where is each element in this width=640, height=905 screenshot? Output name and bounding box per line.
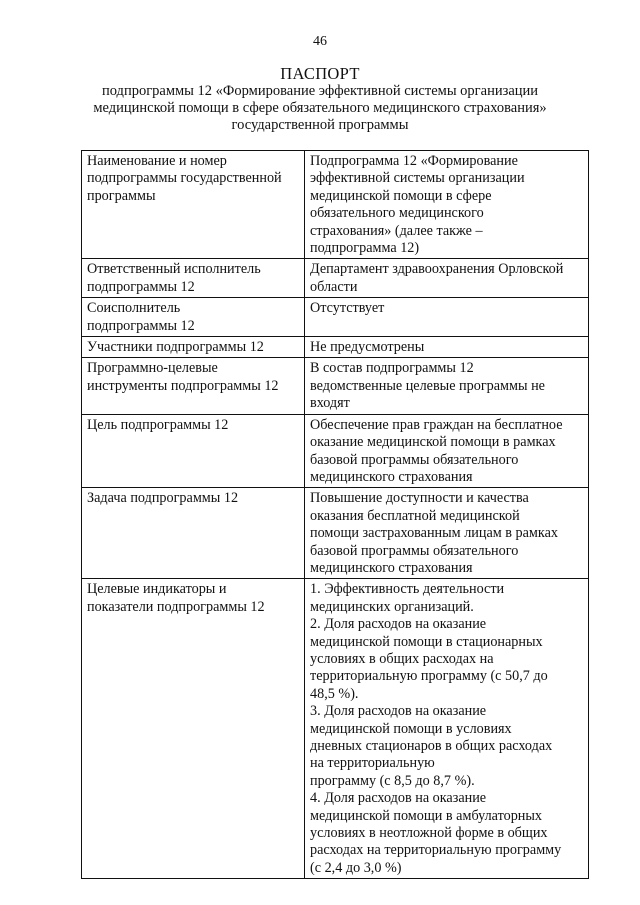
table-row xyxy=(82,579,589,879)
row-label-line: Ответственный исполнитель xyxy=(87,261,261,278)
row-value-cell xyxy=(305,259,589,298)
row-value-cell xyxy=(305,151,589,259)
row-value-line: оказания бесплатной медицинской xyxy=(310,507,520,524)
row-value-line: на территориальную xyxy=(310,755,435,772)
row-label-line: показатели подпрограммы 12 xyxy=(87,598,265,615)
row-value-cell xyxy=(305,414,589,488)
subtitle-line: подпрограммы 12 «Формирование эффективной системы организации xyxy=(101,83,539,99)
row-label-line: подпрограммы 12 xyxy=(87,317,195,334)
row-label-cell xyxy=(82,151,305,259)
row-value-cell xyxy=(305,358,589,414)
row-label-cell xyxy=(82,488,305,579)
row-label-cell xyxy=(82,298,305,337)
row-value-line: 4. Доля расходов на оказание xyxy=(310,790,487,807)
row-value-line: медицинской помощи в амбулаторных xyxy=(310,807,543,824)
row-value-line: области xyxy=(310,278,358,295)
row-label-cell xyxy=(82,337,305,358)
row-value-line: Подпрограмма 12 «Формирование xyxy=(310,153,518,169)
row-value-cell xyxy=(305,337,589,358)
row-value-line: медицинского страхования xyxy=(310,468,473,485)
row-value-line: оказание медицинской помощи в рамках xyxy=(310,434,556,451)
row-value-line: эффективной системы организации xyxy=(310,170,525,187)
table-row xyxy=(82,488,589,579)
row-value-line: страхования» (далее также – xyxy=(310,222,483,239)
row-value-line: (с 2,4 до 3,0 %) xyxy=(310,859,402,876)
row-value-line: Отсутствует xyxy=(310,300,385,317)
row-label-cell xyxy=(82,259,305,298)
document-subtitle xyxy=(60,83,580,134)
row-label-cell xyxy=(82,358,305,414)
row-label-line: подпрограммы государственной xyxy=(87,170,282,187)
passport-table xyxy=(81,150,589,879)
row-value-cell xyxy=(305,579,589,879)
row-value-line: базовой программы обязательного xyxy=(310,542,519,559)
row-value-line: Департамент здравоохранения Орловской xyxy=(310,261,564,278)
row-label-line: подпрограммы 12 xyxy=(87,278,195,295)
row-value-line: базовой программы обязательного xyxy=(310,451,519,468)
row-label-line: Участники подпрограммы 12 xyxy=(87,339,264,356)
row-label-line: Задача подпрограммы 12 xyxy=(87,490,239,507)
row-value-line: ведомственные целевые программы не xyxy=(310,377,545,394)
table-row xyxy=(82,358,589,414)
row-label-line: инструменты подпрограммы 12 xyxy=(87,377,279,394)
row-value-line: условиях в общих расходах на xyxy=(310,650,494,667)
row-value-line: 2. Доля расходов на оказание xyxy=(310,616,487,633)
subtitle-line: медицинской помощи в сфере обязательного медицинского страхования» xyxy=(93,100,547,116)
row-label-line: Программно-целевые xyxy=(87,360,218,377)
row-value-line: Повышение доступности и качества xyxy=(310,490,529,507)
row-value-line: входят xyxy=(310,395,350,412)
row-label-line: Соисполнитель xyxy=(87,300,181,317)
page-number: 46 xyxy=(313,34,327,49)
document-title: ПАСПОРТ xyxy=(280,64,360,83)
row-value-line: расходах на территориальную программу xyxy=(310,842,562,859)
row-label-cell xyxy=(82,414,305,488)
row-value-line: обязательного медицинского xyxy=(310,205,484,222)
row-label-line: Цель подпрограммы 12 xyxy=(87,416,229,433)
table-row xyxy=(82,414,589,488)
row-value-line: Не предусмотрены xyxy=(310,339,425,356)
row-value-line: медицинского страхования xyxy=(310,559,473,576)
row-value-line: помощи застрахованным лицам в рамках xyxy=(310,525,558,542)
table-row xyxy=(82,337,589,358)
row-value-line: медицинских организаций. xyxy=(310,598,474,615)
row-value-line: В состав подпрограммы 12 xyxy=(310,360,474,377)
row-value-line: медицинской помощи в сфере xyxy=(310,187,492,204)
table-row xyxy=(82,151,589,259)
row-label-line: программы xyxy=(87,187,156,204)
row-value-cell xyxy=(305,298,589,337)
table-row xyxy=(82,298,589,337)
row-value-line: 3. Доля расходов на оказание xyxy=(310,703,487,720)
row-value-line: дневных стационаров в общих расходах xyxy=(310,738,553,754)
row-label-line: Наименование и номер xyxy=(87,153,227,169)
row-value-cell xyxy=(305,488,589,579)
row-label-line: Целевые индикаторы и xyxy=(87,581,227,598)
row-value-line: Обеспечение прав граждан на бесплатное xyxy=(310,416,563,433)
subtitle-line: государственной программы xyxy=(231,117,409,133)
row-value-line: подпрограмма 12) xyxy=(310,240,420,257)
row-value-line: 1. Эффективность деятельности xyxy=(310,581,505,598)
row-value-line: условиях в неотложной форме в общих xyxy=(310,825,548,842)
table-row xyxy=(82,259,589,298)
row-value-line: медицинской помощи в стационарных xyxy=(310,633,543,650)
row-value-line: 48,5 %). xyxy=(310,685,359,702)
row-label-cell xyxy=(82,579,305,879)
passport-table-body xyxy=(82,151,589,879)
row-value-line: медицинской помощи в условиях xyxy=(310,720,512,737)
row-value-line: территориальную программу (с 50,7 до xyxy=(310,668,548,685)
row-value-line: программу (с 8,5 до 8,7 %). xyxy=(310,772,475,789)
